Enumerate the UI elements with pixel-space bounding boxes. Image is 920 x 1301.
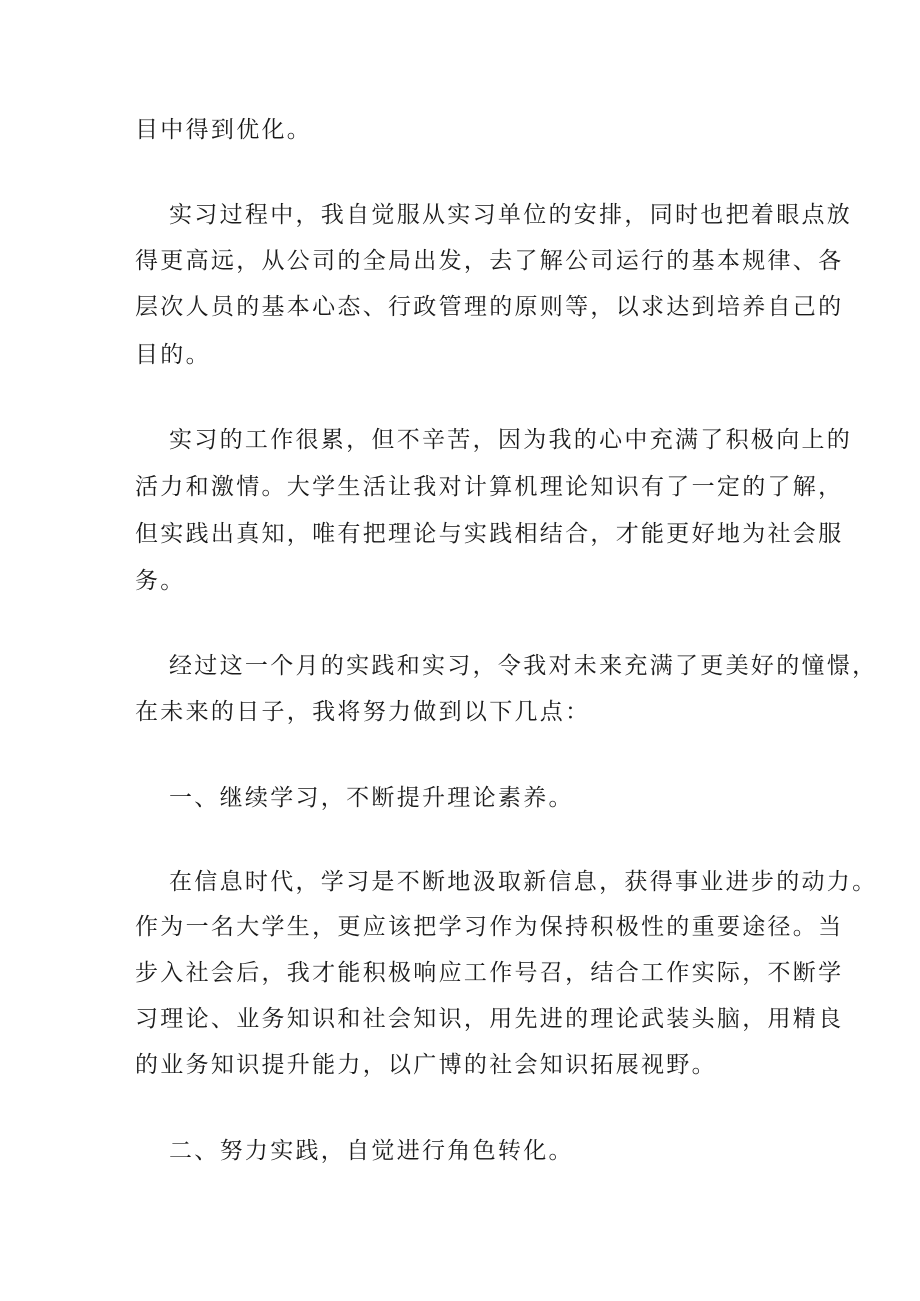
text-line: 活力和激情。大学生活让我对计算机理论知识有了一定的了解， (135, 474, 844, 500)
text-line: 目的。 (135, 342, 211, 368)
text-line: 步入社会后，我才能积极响应工作号召，结合工作实际，不断学 (135, 960, 844, 986)
text-line: 的业务知识提升能力，以广博的社会知识拓展视野。 (135, 1052, 717, 1078)
text-line: 在信息时代，学习是不断地汲取新信息，获得事业进步的动力。 (169, 869, 878, 895)
text-line: 作为一名大学生，更应该把学习作为保持积极性的重要途径。当 (135, 914, 844, 940)
text-line: 在未来的日子，我将努力做到以下几点： (135, 699, 591, 725)
text-line: 但实践出真知，唯有把理论与实践相结合，才能更好地为社会服 (135, 521, 844, 547)
section-heading: 一、继续学习，不断提升理论素养。 (169, 785, 574, 811)
text-line: 务。 (135, 568, 186, 594)
text-line: 实习的工作很累，但不辛苦，因为我的心中充满了积极向上的 (169, 427, 853, 453)
text-line: 目中得到优化。 (135, 117, 313, 143)
text-line: 习理论、业务知识和社会知识，用先进的理论武装头脑，用精良 (135, 1006, 844, 1032)
section-heading: 二、努力实践，自觉进行角色转化。 (169, 1138, 574, 1164)
text-line: 经过这一个月的实践和实习，令我对未来充满了更美好的憧憬， (169, 653, 878, 679)
text-line: 层次人员的基本心态、行政管理的原则等，以求达到培养自己的 (135, 294, 844, 320)
text-line: 得更高远，从公司的全局出发，去了解公司运行的基本规律、各 (135, 248, 844, 274)
text-line: 实习过程中，我自觉服从实习单位的安排，同时也把着眼点放 (169, 202, 853, 228)
